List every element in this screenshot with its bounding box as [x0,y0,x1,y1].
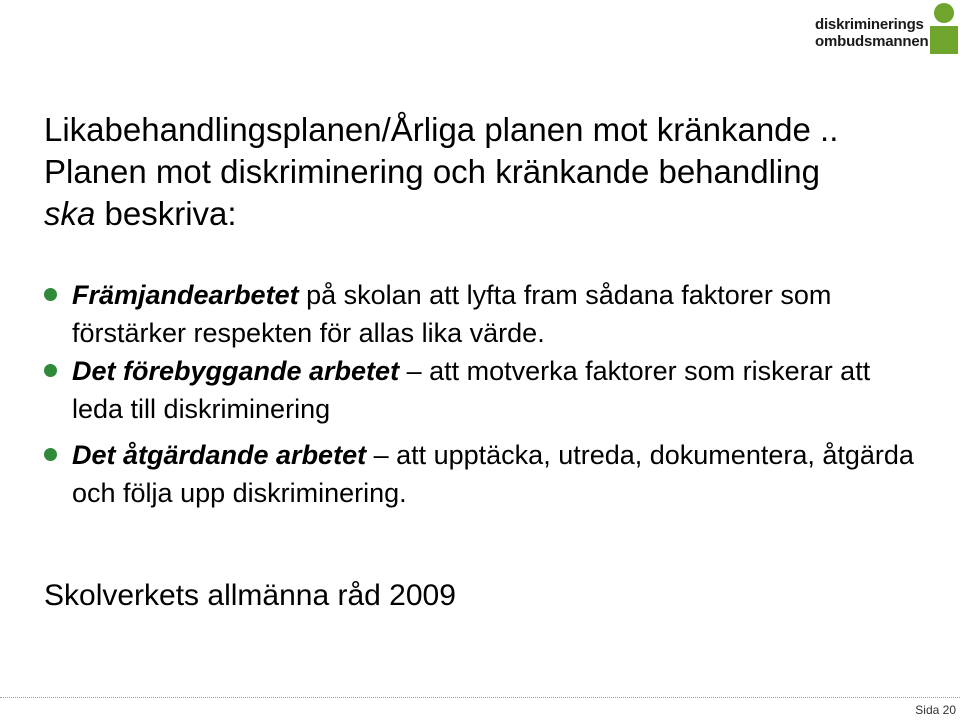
bullet-text: – att upptäcka, utreda, dokumentera, åtgärda och följa upp diskriminering. [72,440,914,508]
logo-line-1: diskriminerings [815,16,924,33]
title-emphasis: ska [44,195,96,232]
logo-wordmark [815,16,928,50]
bullet-lead: Det förebyggande arbetet [72,356,400,386]
title-line-2: Planen mot diskriminering och kränkande behandling [44,153,820,190]
bullet-icon [44,288,57,301]
bullet-icon [44,448,57,461]
source-citation: Skolverkets allmänna råd 2009 [44,579,456,612]
logo-head-shape [934,3,954,23]
bullet-lead: Det åtgärdande arbetet [72,440,367,470]
title-line-1: Likabehandlingsplanen/Årliga planen mot kränkande .. [44,111,839,148]
slide-title [44,109,944,235]
bullet-icon [44,364,57,377]
logo-line-2: ombudsmannen [815,33,929,50]
page-number: Sida 20 [915,703,956,717]
bullet-lead: Främjandearbetet [72,280,299,310]
logo-person-icon [928,2,960,58]
bullet-item [44,436,924,512]
bullet-item [44,352,924,428]
bullet-text: – att motverka faktorer som riskerar att leda till diskriminering [72,356,871,424]
title-line-3: beskriva: [95,195,237,232]
bullet-item [44,276,924,352]
footer-divider [0,697,960,698]
logo-body-shape [930,26,958,54]
bullet-list [44,276,924,520]
bullet-text: på skolan att lyfta fram sådana faktorer som förstärker respekten för allas lika värde. [72,280,832,348]
logo [812,2,960,62]
